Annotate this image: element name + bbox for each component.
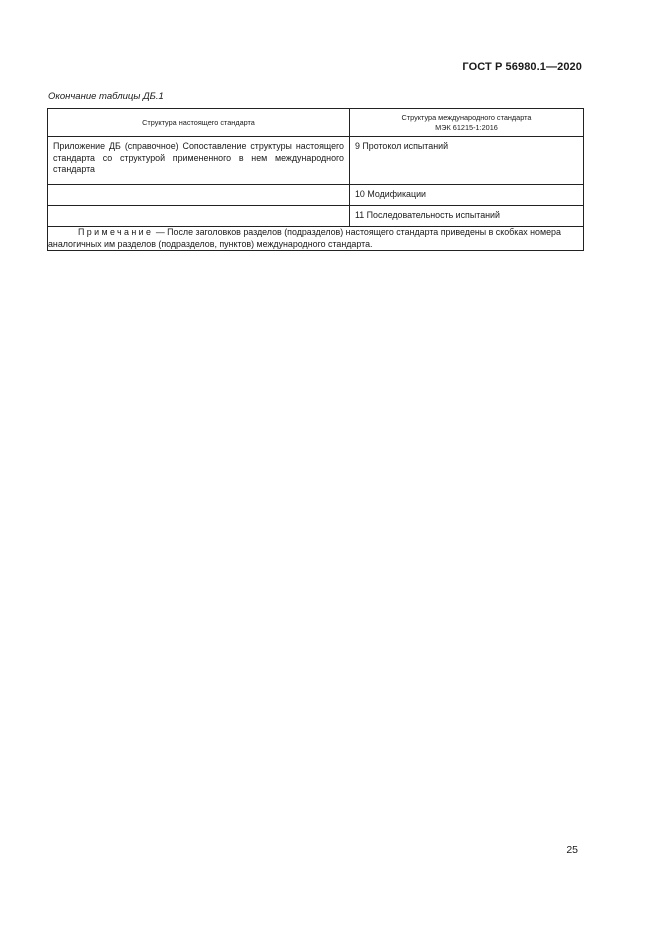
structure-comparison-table bbox=[47, 108, 584, 251]
note-label: Примечание bbox=[78, 227, 154, 237]
header-left bbox=[48, 109, 350, 137]
table-cell-left bbox=[48, 206, 350, 227]
document-code: ГОСТ Р 56980.1—2020 bbox=[462, 61, 582, 73]
header-left-label: Структура настоящего стандарта bbox=[142, 117, 255, 127]
table-row bbox=[48, 206, 584, 227]
table-cell-right: 9 Протокол испытаний bbox=[350, 137, 584, 185]
table-caption: Окончание таблицы ДБ.1 bbox=[48, 91, 164, 102]
table-row bbox=[48, 137, 584, 185]
page-number: 25 bbox=[566, 844, 578, 856]
table-row bbox=[48, 185, 584, 206]
table-note bbox=[48, 227, 584, 251]
header-right bbox=[350, 109, 584, 137]
table-cell-right: 10 Модификации bbox=[350, 185, 584, 206]
note-text: — После заголовков разделов (подразделов) настоящего стандарта приведены в скобках номера аналогичных им разделов (подразделов, пунктов) международного стандарта. bbox=[48, 227, 561, 249]
table-cell-left bbox=[48, 185, 350, 206]
header-right-line1: Структура международного стандарта bbox=[401, 112, 532, 122]
table-header-row bbox=[48, 109, 584, 137]
table-note-row bbox=[48, 227, 584, 251]
table-cell-right: 11 Последовательность испытаний bbox=[350, 206, 584, 227]
table-cell-left: Приложение ДБ (справочное) Сопоставление структуры настоящего стандарта со структурой примененного в нем международного стандарта bbox=[48, 137, 350, 185]
header-right-line2: МЭК 61215-1:2016 bbox=[435, 122, 498, 132]
